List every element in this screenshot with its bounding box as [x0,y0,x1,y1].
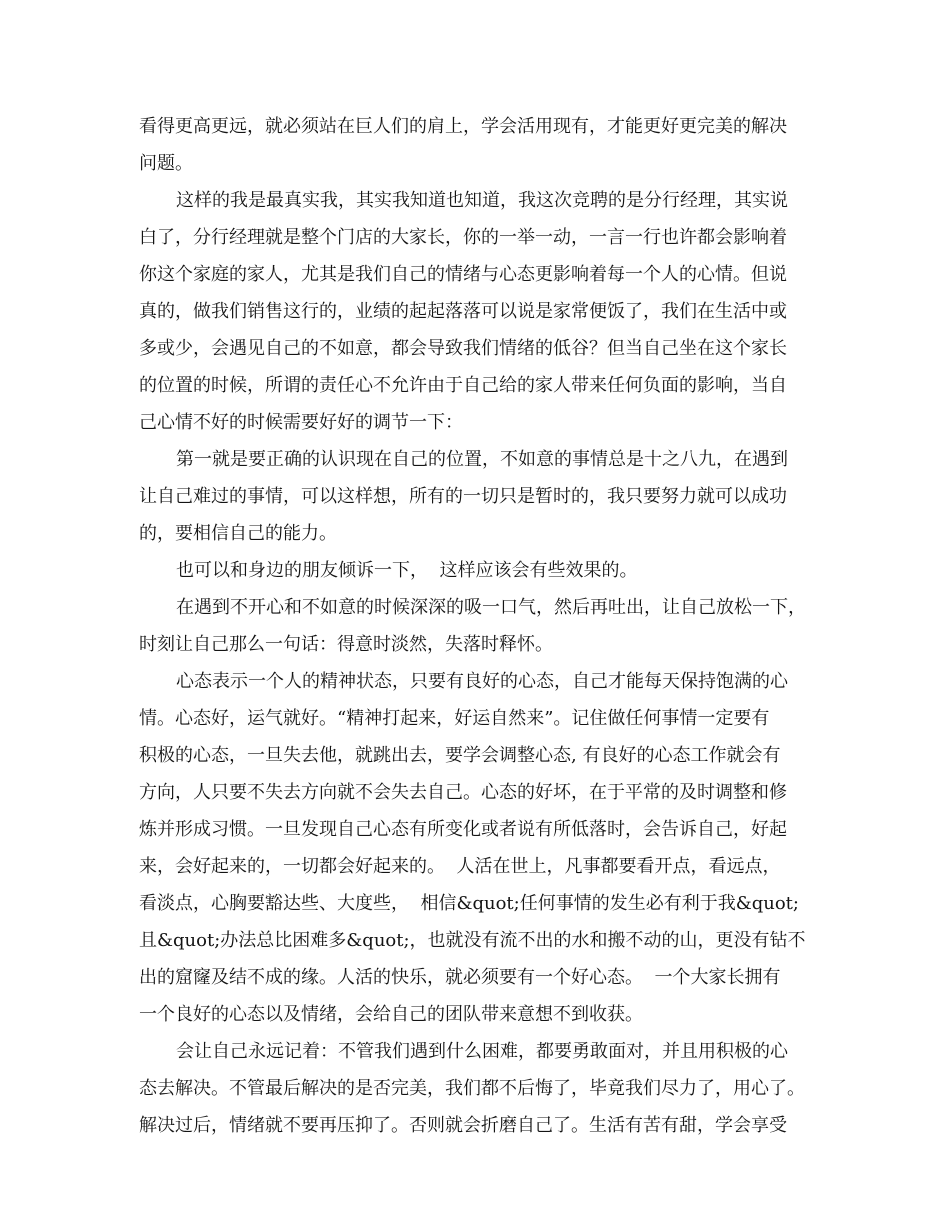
text-line: 的位置的时候，所谓的责任心不允许由于自己给的家人带来任何负面的影响，当自 [139,375,787,396]
text-line: 时刻让自己那么一句话：得意时淡然，失落时释怀。 [139,634,553,655]
text-line: 解决过后，情绪就不要再压抑了。否则就会折磨自己了。生活有苦有甜，学会享受 [139,1115,787,1136]
text-line: 来，会好起来的，一切都会好起来的。 人活在世上，凡事都要看开点，看远点， [139,856,781,877]
text-line: 第一就是要正确的认识现在自己的位置，不如意的事情总是十之八九，在遇到 [176,449,788,470]
text-line: 问题。 [139,153,193,174]
text-line: 且&quot;办法总比困难多&quot;，也就没有流不出的水和搬不动的山，更没有钻不 [139,930,806,951]
text-line: 炼并形成习惯。一旦发现自己心态有所变化或者说有所低落时，会告诉自己，好起 [139,819,787,840]
text-line: 方向，人只要不失去方向就不会失去自己。心态的好坏，在于平常的及时调整和修 [139,782,787,803]
text-line: 情。心态好，运气就好。“精神打起来，好运自然来”。记住做任何事情一定要有 [139,708,770,729]
text-line: 多或少，会遇见自己的不如意，都会导致我们情绪的低谷？但当自己坐在这个家长 [139,338,787,359]
text-line: 你这个家庭的家人，尤其是我们自己的情绪与心态更影响着每一个人的心情。但说 [139,264,787,285]
text-line: 心态表示一个人的精神状态，只要有良好的心态，自己才能每天保持饱满的心 [176,671,788,692]
text-line: 也可以和身边的朋友倾诉一下， 这样应该会有些效果的。 [176,560,638,581]
text-line: 真的，做我们销售这行的，业绩的起起落落可以说是家常便饭了，我们在生活中或 [139,301,787,322]
text-line: 出的窟窿及结不成的缘。人活的快乐，就必须要有一个好心态。 一个大家长拥有 [139,967,781,988]
text-line: 的，要相信自己的能力。 [139,523,337,544]
text-line: 会让自己永远记着：不管我们遇到什么困难，都要勇敢面对，并且用积极的心 [176,1041,788,1062]
text-line: 这样的我是最真实我，其实我知道也知道，我这次竞聘的是分行经理，其实说 [176,190,788,211]
text-line: 己心情不好的时候需要好好的调节一下： [139,412,463,433]
text-line: 让自己难过的事情，可以这样想，所有的一切只是暂时的，我只要努力就可以成功 [139,486,787,507]
text-line: 一个良好的心态以及情绪，会给自己的团队带来意想不到收获。 [139,1004,643,1025]
text-line: 看得更高更远，就必须站在巨人们的肩上，学会活用现有，才能更好更完美的解决 [139,116,787,137]
text-line: 白了，分行经理就是整个门店的大家长，你的一举一动，一言一行也许都会影响着 [139,227,787,248]
text-line: 积极的心态，一旦失去他，就跳出去，要学会调整心态, 有良好的心态工作就会有 [139,745,781,766]
text-line: 在遇到不开心和不如意的时候深深的吸一口气，然后再吐出，让自己放松一下， [176,597,806,618]
text-line: 态去解决。不管最后解决的是否完美，我们都不后悔了，毕竟我们尽力了，用心了。 [139,1078,805,1099]
text-line: 看淡点，心胸要豁达些、大度些， 相信&quot;任何事情的发生必有利于我&quot; [139,893,799,914]
